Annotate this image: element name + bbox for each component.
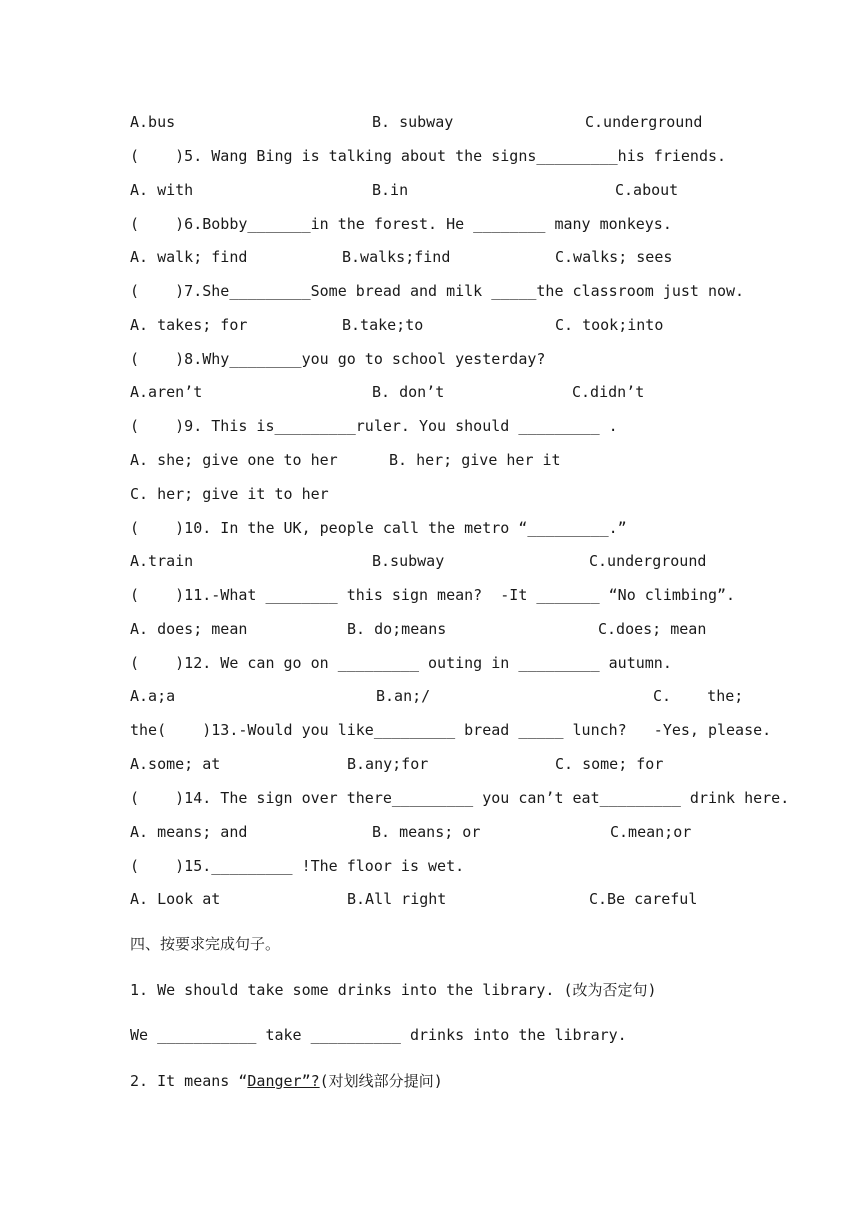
option-a: A. does; mean — [130, 620, 248, 638]
task-2-instruction: (对划线部分提问) — [319, 1072, 443, 1090]
question-10: ( )10. In the UK, people call the metro “_________.” — [130, 519, 627, 537]
option-b: B.in — [372, 181, 409, 199]
question-6: ( )6.Bobby_______in the forest. He ________ many monkeys. — [130, 215, 672, 233]
task-1-prompt: 1. We should take some drinks into the library. (改为否定句) — [130, 981, 657, 999]
option-a: A. Look at — [130, 890, 221, 908]
option-b: B. her; give her it — [389, 451, 561, 469]
question-8: ( )8.Why________you go to school yesterday? — [130, 350, 546, 368]
option-b: B. do;means — [347, 620, 447, 638]
question-9: ( )9. This is_________ruler. You should _________ . — [130, 417, 618, 435]
option-c: C. her; give it to her — [130, 485, 329, 503]
option-c: C.underground — [589, 552, 707, 570]
question-13: the( )13.-Would you like_________ bread _____ lunch? -Yes, please. — [130, 721, 772, 739]
option-a: A.aren’t — [130, 383, 203, 401]
option-a: A.some; at — [130, 755, 221, 773]
question-15: ( )15._________ !The floor is wet. — [130, 857, 465, 875]
option-c: C.does; mean — [598, 620, 707, 638]
option-a: A. with — [130, 181, 194, 199]
task-2-prompt — [130, 1071, 443, 1091]
option-b: B.any;for — [347, 755, 429, 773]
option-c: C.didn’t — [572, 383, 645, 401]
option-c: C.Be careful — [589, 890, 698, 908]
question-14: ( )14. The sign over there_________ you can’t eat_________ drink here. — [130, 789, 790, 807]
task-2-prefix: 2. It means “ — [130, 1072, 248, 1090]
question-5: ( )5. Wang Bing is talking about the signs_________his friends. — [130, 147, 727, 165]
option-c: C.underground — [585, 113, 703, 131]
option-c: C.walks; sees — [555, 248, 673, 266]
option-b: B.walks;find — [342, 248, 451, 266]
question-12: ( )12. We can go on _________ outing in _________ autumn. — [130, 654, 672, 672]
task-2-underlined: Danger”? — [247, 1072, 320, 1090]
option-a: A.a;a — [130, 687, 176, 705]
option-a: A.bus — [130, 113, 176, 131]
option-b: B.All right — [347, 890, 447, 908]
section-heading: 四、按要求完成句子。 — [130, 935, 281, 953]
option-b: B. subway — [372, 113, 454, 131]
option-a: A. means; and — [130, 823, 248, 841]
option-c: C. the; — [653, 687, 744, 705]
option-c: C.about — [615, 181, 679, 199]
option-a: A.train — [130, 552, 194, 570]
option-b: B. means; or — [372, 823, 481, 841]
option-b: B.subway — [372, 552, 445, 570]
option-c: C. some; for — [555, 755, 664, 773]
option-a: A. she; give one to her — [130, 451, 338, 469]
option-b: B.an;/ — [376, 687, 431, 705]
task-1-answer-line: We ___________ take __________ drinks into the library. — [130, 1026, 627, 1044]
option-a: A. walk; find — [130, 248, 248, 266]
option-c: C.mean;or — [610, 823, 692, 841]
option-c: C. took;into — [555, 316, 664, 334]
option-b: B. don’t — [372, 383, 445, 401]
question-11: ( )11.-What ________ this sign mean? -It _______ “No climbing”. — [130, 586, 736, 604]
question-7: ( )7.She_________Some bread and milk _____the classroom just now. — [130, 282, 745, 300]
option-a: A. takes; for — [130, 316, 248, 334]
option-b: B.take;to — [342, 316, 424, 334]
